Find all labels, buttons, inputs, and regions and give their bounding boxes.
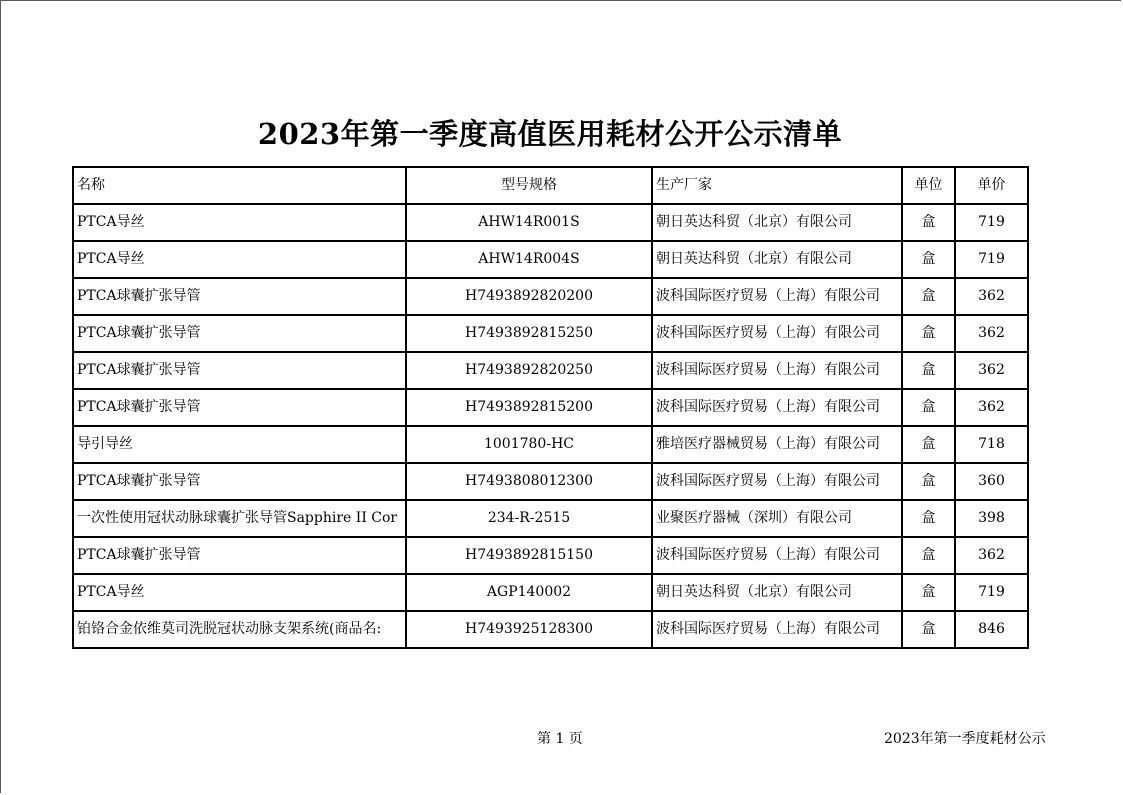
cell-name: PTCA球囊扩张导管 [73,315,406,352]
table-row [73,500,1028,537]
table-row [73,611,1028,648]
cell-name: PTCA导丝 [73,241,406,278]
header-name: 名称 [73,167,406,204]
cell-price: 362 [955,537,1028,574]
cell-model: H7493892815150 [406,537,652,574]
cell-model: H7493892815250 [406,315,652,352]
cell-name: PTCA导丝 [73,574,406,611]
cell-manufacturer: 雅培医疗器械贸易（上海）有限公司 [652,426,902,463]
table-row [73,278,1028,315]
cell-unit: 盒 [902,389,955,426]
cell-price: 362 [955,352,1028,389]
cell-name: PTCA球囊扩张导管 [73,278,406,315]
header-manufacturer: 生产厂家 [652,167,902,204]
cell-manufacturer: 波科国际医疗贸易（上海）有限公司 [652,611,902,648]
cell-name: PTCA球囊扩张导管 [73,537,406,574]
header-unit: 单位 [902,167,955,204]
cell-price: 846 [955,611,1028,648]
cell-name: PTCA球囊扩张导管 [73,352,406,389]
cell-manufacturer: 波科国际医疗贸易（上海）有限公司 [652,352,902,389]
cell-manufacturer: 波科国际医疗贸易（上海）有限公司 [652,315,902,352]
table-row [73,204,1028,241]
materials-table [72,166,1029,649]
cell-model: H7493892815200 [406,389,652,426]
cell-model: H7493892820200 [406,278,652,315]
cell-manufacturer: 波科国际医疗贸易（上海）有限公司 [652,278,902,315]
cell-manufacturer: 业聚医疗器械（深圳）有限公司 [652,500,902,537]
page-title: 2023年第一季度高值医用耗材公开公示清单 [257,117,843,151]
cell-manufacturer: 波科国际医疗贸易（上海）有限公司 [652,389,902,426]
table-row [73,315,1028,352]
cell-name: PTCA球囊扩张导管 [73,389,406,426]
table-row [73,389,1028,426]
cell-unit: 盒 [902,278,955,315]
cell-manufacturer: 朝日英达科贸（北京）有限公司 [652,574,902,611]
table-row [73,574,1028,611]
cell-model: AGP140002 [406,574,652,611]
table-row [73,241,1028,278]
cell-model: AHW14R001S [406,204,652,241]
cell-price: 360 [955,463,1028,500]
footer-caption: 2023年第一季度耗材公示 [884,731,1046,747]
cell-model: AHW14R004S [406,241,652,278]
cell-model: H7493892820250 [406,352,652,389]
page-number: 第 1 页 [537,731,583,747]
table-row [73,537,1028,574]
cell-unit: 盒 [902,204,955,241]
cell-model: H7493808012300 [406,463,652,500]
cell-price: 398 [955,500,1028,537]
cell-manufacturer: 波科国际医疗贸易（上海）有限公司 [652,537,902,574]
cell-unit: 盒 [902,426,955,463]
cell-price: 362 [955,315,1028,352]
cell-model: 234-R-2515 [406,500,652,537]
cell-unit: 盒 [902,574,955,611]
header-row [73,167,1028,204]
header-model: 型号规格 [406,167,652,204]
table-row [73,426,1028,463]
cell-model: H7493925128300 [406,611,652,648]
cell-name: PTCA球囊扩张导管 [73,463,406,500]
cell-price: 362 [955,389,1028,426]
cell-manufacturer: 朝日英达科贸（北京）有限公司 [652,204,902,241]
cell-price: 719 [955,574,1028,611]
cell-price: 719 [955,204,1028,241]
cell-model: 1001780-HC [406,426,652,463]
cell-unit: 盒 [902,241,955,278]
cell-price: 719 [955,241,1028,278]
cell-unit: 盒 [902,500,955,537]
cell-name: 一次性使用冠状动脉球囊扩张导管Sapphire II Cor [73,500,406,537]
cell-name: 导引导丝 [73,426,406,463]
cell-name: 铂铬合金依维莫司洗脱冠状动脉支架系统(商品名: [73,611,406,648]
cell-price: 718 [955,426,1028,463]
cell-unit: 盒 [902,463,955,500]
cell-name: PTCA导丝 [73,204,406,241]
cell-unit: 盒 [902,352,955,389]
cell-manufacturer: 波科国际医疗贸易（上海）有限公司 [652,463,902,500]
cell-unit: 盒 [902,611,955,648]
header-price: 单价 [955,167,1028,204]
cell-unit: 盒 [902,315,955,352]
table-row [73,352,1028,389]
cell-unit: 盒 [902,537,955,574]
cell-manufacturer: 朝日英达科贸（北京）有限公司 [652,241,902,278]
cell-price: 362 [955,278,1028,315]
table-row [73,463,1028,500]
